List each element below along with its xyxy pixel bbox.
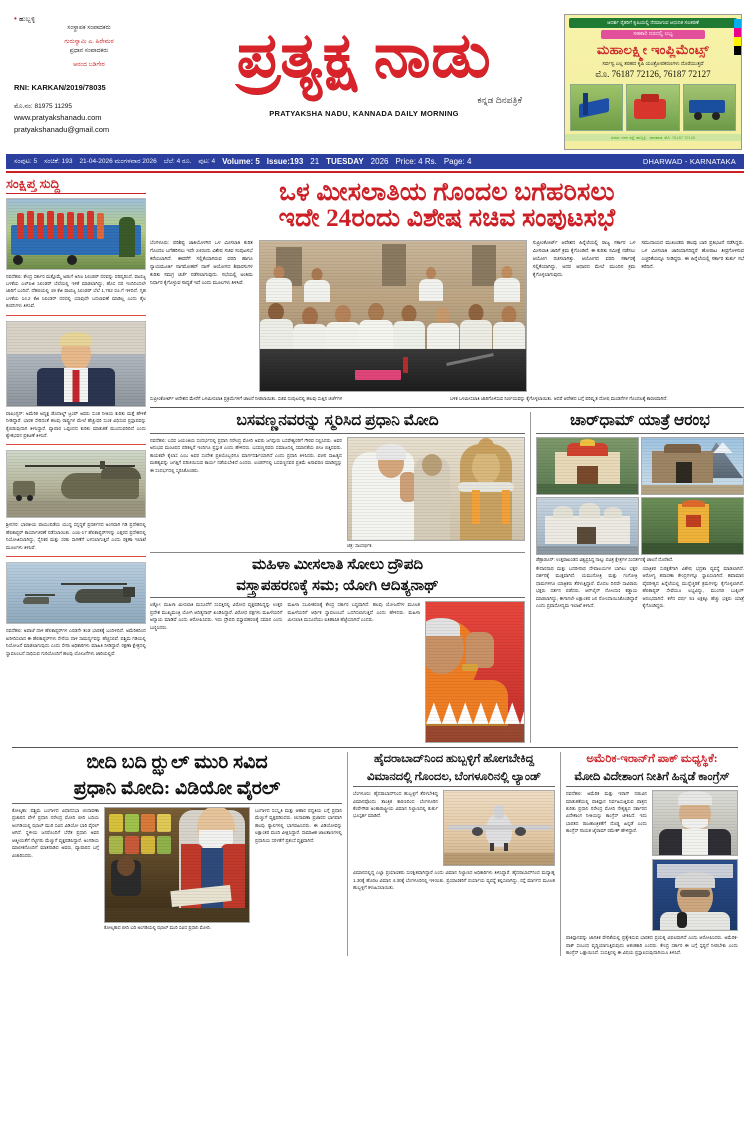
sidebar-heading: ಸಂಕ್ಷಿಪ್ತ ಸುದ್ದಿ <box>6 176 146 194</box>
kedarnath-temple-photo <box>641 437 744 495</box>
chardham-text-1: ಕೇದಾರನಾಥ ಮತ್ತು ಬದರೀನಾಥ ದೇವಾಲಯಗಳ ಬಾಗಿಲು ಭಕ್ತರ ದರ್ಶನಕ್ಕೆ ಮುಕ್ತವಾಗಿದೆ. ಯಮುನೋತ್ರಿ ಮತ್ತು ಗಂಗೋತ್ರಿ ಧಾಮಗಳಿಗೂ ಯಾತ್ರಿಕರು ತೆರಳುತ್ತಿದ್ದಾರೆ. ಮೊದಲ ದಿನವೇ ಸಾವಿರಾರು ಭಕ್ತರು ದರ್ಶನ ಪಡೆದರು. ಆನ್‌ಲೈನ್ ನೋಂದಣಿ ಕಡ್ಡಾಯ ಮಾಡಲಾಗಿದ್ದು, ಈಗಾಗಲೇ ಲಕ್ಷಾಂತರ ಜನ ನೋಂದಾಯಿಸಿಕೊಂಡಿದ್ದಾರೆ ಎಂದು ಪ್ರವಾಸೋದ್ಯಮ ಇಲಾಖೆ ತಿಳಿಸಿದೆ. <box>536 565 638 608</box>
lead-col-1: ಬೆಂಗಳೂರು: ಪರಿಶಿಷ್ಟ ಜಾತಿಯೊಳಗಿನ ಒಳ ಮೀಸಲಾತಿ ಕುರಿತ ಗೊಂದಲ ಬಗೆಹರಿಸಲು ಇದೇ 24ರಂದು ವಿಶೇಷ ಸಚಿವ ಸಂಪುಟಸಭೆ ಕರೆಯಲಾಗಿದೆ. ಈವರೆಗೆ ಸಲ್ಲಿಕೆಯಾಗಿರುವ ವರದಿ ಹಾಗೂ ನ್ಯಾಯಮೂರ್ತಿ ನಾಗಮೋಹನ್ ದಾಸ್ ಆಯೋಗದ ಶಿಫಾರಸುಗಳ ಕುರಿತು ಸಮಗ್ರ ಚರ್ಚೆ ನಡೆಸಲಾಗುವುದು. ಸಭೆಯಲ್ಲಿ ಅಂತಿಮ ನಿರ್ಧಾರ ಕೈಗೊಳ್ಳುವ ಸಾಧ್ಯತೆ ಇದೆ ಎಂದು ಮೂಲಗಳು ತಿಳಿಸಿವೆ. <box>150 240 253 286</box>
yogi-text-2: ಮಹಿಳಾ ಸಬಲೀಕರಣಕ್ಕೆ ಕೇಂದ್ರ ಸರ್ಕಾರ ಬದ್ಧವಾಗಿದೆ. ಹಲವು ಯೋಜನೆಗಳ ಮೂಲಕ ಮಹಿಳೆಯರಿಗೆ ಆರ್ಥಿಕ ಸ್ವಾವಲಂಬನೆ ಒದಗಿಸಲಾಗುತ್ತಿದೆ ಎಂದು ಹೇಳಿದರು. ಮಹಿಳಾ ಮೀಸಲಾತಿ ಮಸೂದೆಯು ಐತಿಹಾಸಿಕ ಹೆಜ್ಜೆಯಾಗಿದೆ ಎಂದರು. <box>287 602 420 623</box>
lead-photo-wrap <box>259 240 527 392</box>
basavanna-headline: ಬಸವಣ್ಣನವರನ್ನು ಸ್ಮರಿಸಿದ ಪ್ರಧಾನಿ ಮೋದಿ <box>150 412 525 434</box>
airplane-photo <box>443 790 555 866</box>
chardham-photo-grid <box>536 437 744 555</box>
price-kannada: ಬೆಲೆ: 4 ರೂ. <box>163 157 192 165</box>
content-area <box>6 173 744 744</box>
sidebar-item-apache-helicopter <box>6 562 146 657</box>
ad-business-name: ಮಹಾಲಕ್ಷ್ಮೀ ಇಂಪ್ಲಿಮೆಂಟ್ಸ್ <box>596 42 710 57</box>
volume-english: Volume: 5 <box>222 157 260 166</box>
story-basavanna <box>150 412 525 548</box>
chardham-headline: ಚಾರ್‌ಧಾಮ್ ಯಾತ್ರೆ ಆರಂಭ <box>536 412 744 434</box>
trump-text: ವಾಷಿಂಗ್ಟನ್: ಅಮೆರಿಕ ಅಧ್ಯಕ್ಷ ಡೊನಾಲ್ಡ್ ಟ್ರಂಪ್ ಅವರು ಸುಂಕ ನೀತಿಯ ಕುರಿತು ಮತ್ತೆ ಹೇಳಿಕೆ ನೀಡಿದ್ದಾರೆ. ಭಾರತ ಸೇರಿದಂತೆ ಹಲವು ರಾಷ್ಟ್ರಗಳ ಮೇಲೆ ಹೆಚ್ಚುವರಿ ಸುಂಕ ವಿಧಿಸುವ ಪ್ರಸ್ತಾಪವನ್ನು ಕೈಬಿಡುವುದಾಗಿ ತಿಳಿಸಿದ್ದಾರೆ. ವ್ಯಾಪಾರ ಒಪ್ಪಂದದ ಕುರಿತು ಮಾತುಕತೆ ಮುಂದುವರಿದಿದೆ ಎಂದು ಶ್ವೇತಭವನ ಪ್ರಕಟಣೆ ತಿಳಿಸಿದೆ. <box>6 410 146 438</box>
flight-text-2: ವಿಮಾನದಲ್ಲಿದ್ದ ಎಲ್ಲಾ ಪ್ರಯಾಣಿಕರು ಸುರಕ್ಷಿತವಾಗಿದ್ದಾರೆ ಎಂದು ವಿಮಾನ ನಿಲ್ದಾಣದ ಅಧಿಕಾರಿಗಳು ತಿಳಿಸಿದ್ದಾರೆ. ಹೈದರಾಬಾದ್‌ನಿಂದ ಮಧ್ಯಾಹ್ನ 1.30ಕ್ಕೆ ಹೊರಟ ವಿಮಾನ 4.30ಕ್ಕೆ ಬೆಂಗಳೂರಿನಲ್ಲಿ ಇಳಿಯಿತು. ಪ್ರಯಾಣಿಕರಿಗೆ ಪರ್ಯಾಯ ವ್ಯವಸ್ಥೆ ಕಲ್ಪಿಸಲಾಗಿದ್ದು, ರಸ್ತೆ ಮಾರ್ಗದ ಮೂಲಕ ಹುಬ್ಬಳ್ಳಿಗೆ ಕಳುಹಿಸಲಾಯಿತು. <box>353 870 555 890</box>
mid-band <box>150 412 744 744</box>
tagline-kannada: ಕನ್ನಡ ದಿನಪತ್ರಿಕೆ <box>477 95 522 106</box>
ad-description: ಸರ್ವಸ್ವ ಎಲ್ಲ ತರಹದ ಕೃಷಿ ಯಂತ್ರೋಪಕರಣಗಳು ದೊರೆಯುತ್ತವೆ <box>602 61 704 67</box>
military-helicopter-text: ಶ್ರೀನಗರ: ಭಾರತೀಯ ವಾಯುಪಡೆಯ ಯುದ್ಧ ಸನ್ನದ್ಧತೆ ಪ್ರದರ್ಶನದ ಅಂಗವಾಗಿ ಗಡಿ ಪ್ರದೇಶದಲ್ಲಿ ಹೆಲಿಕಾಪ್ಟರ್ ಕಾರ್ಯಾಚರಣೆ ನಡೆಸಲಾಯಿತು. ಎಂಐ-17 ಹೆಲಿಕಾಪ್ಟರ್‌ಗಳನ್ನು ಎತ್ತರದ ಪ್ರದೇಶದಲ್ಲಿ ನಿಯೋಜಿಸಲಾಗಿದ್ದು, ಸೈನಿಕರ ಮತ್ತು ಸರಕು ಸಾಗಣೆಗೆ ಬಳಸಲಾಗುತ್ತಿದೆ ಎಂದು ರಕ್ಷಣಾ ಇಲಾಖೆ ಮೂಲಗಳು ತಿಳಿಸಿವೆ. <box>6 522 146 550</box>
politician-portrait-1 <box>652 790 738 856</box>
mid-left-column <box>150 412 525 744</box>
sidebar-item-trump <box>6 321 146 440</box>
story-yogi <box>150 556 525 744</box>
modi-street-text-2: ಬಂಗಾಳದ ಸಂಸ್ಕೃತಿ ಮತ್ತು ಆಹಾರ ಪದ್ಧತಿಯ ಬಗ್ಗೆ ಪ್ರಧಾನಿ ಮೆಚ್ಚುಗೆ ವ್ಯಕ್ತಪಡಿಸಿದರು. ಚುನಾವಣಾ ಪ್ರಚಾರದ ಭಾಗವಾಗಿ ಹಲವು ರ್‍ಯಾಲಿಗಳಲ್ಲಿ ಭಾಗವಹಿಸಿದರು. ಈ ವಿಡಿಯೋವನ್ನು ಲಕ್ಷಾಂತರ ಮಂದಿ ವೀಕ್ಷಿಸಿದ್ದಾರೆ. ಸಾಮಾಜಿಕ ಜಾಲತಾಣಗಳಲ್ಲಿ ಪ್ರಧಾನಿಯ ಸರಳತೆಗೆ ಪ್ರಶಂಸೆ ವ್ಯಕ್ತವಾಗಿದೆ. <box>255 807 342 843</box>
modi-street-body <box>12 807 342 930</box>
issue-kannada: ಸಂಚಿಕೆ: 193 <box>44 157 73 165</box>
lead-caption-part1: ಸುಪ್ರೀಂಕೋರ್ಟ್ ಆದೇಶದ ಮೇರೆಗೆ ಒಳಮೀಸಲಾತಿ ಪ್ರಕ್ರಿಯೆಗಳಿಗೆ ಚಾಲನೆ ನೀಡಲಾಯಿತು. ಸಚಿವ ಸಂಪುಟದಲ್ಲಿ ಹಲವು ಸುತ್ತಿನ ಚರ್ಚೆಗಳ <box>150 395 343 401</box>
flight-headline-line1: ಹೈದರಾಬಾದ್‌ನಿಂದ ಹುಬ್ಬಳ್ಳಿಗೆ ಹೋಗಬೇಕಿದ್ದ <box>373 753 535 766</box>
story-chardham <box>530 412 744 744</box>
congress-photos-wrap <box>652 790 738 931</box>
section-divider-3 <box>12 747 738 748</box>
rni-number: RNI: KARKAN/2019/78035 <box>14 83 106 92</box>
congress-body <box>566 790 738 931</box>
congress-text-2: ಪಾಕಿಸ್ತಾನವನ್ನು ಜಾಗತಿಕ ವೇದಿಕೆಯಲ್ಲಿ ಪ್ರತ್ಯೇಕಿಸುವ ಭಾರತದ ಪ್ರಯತ್ನ ವಿಫಲವಾಗಿದೆ ಎಂದು ಆರೋಪಿಸಿದರು. ಅಮೆರಿಕ-ಪಾಕ್ ಸಂಬಂಧ ವೃದ್ಧಿಯಾಗುತ್ತಿರುವುದು ಆತಂಕಕಾರಿ ಎಂದರು. ಕೇಂದ್ರ ಸರ್ಕಾರ ಈ ಬಗ್ಗೆ ಸ್ಪಷ್ಟನೆ ನೀಡಬೇಕು ಎಂದು ಕಾಂಗ್ರೆಸ್ ಒತ್ತಾಯಿಸಿದೆ. ಸಂಸತ್ತಿನಲ್ಲಿ ಈ ವಿಷಯ ಪ್ರಸ್ತಾಪಿಸುವುದಾಗಿಯೂ ತಿಳಿಸಿದೆ. <box>566 935 738 955</box>
yogi-headline-line2: ವಸ್ತ್ರಾಪಹರಣಕ್ಕೆ ಸಮ; ಯೋಗಿ ಆದಿತ್ಯನಾಥ್ <box>150 577 525 598</box>
main-column <box>150 176 744 744</box>
pages-kannada: ಪುಟ: 4 <box>198 157 216 165</box>
politician-portrait-2 <box>652 859 738 931</box>
story-flight <box>347 752 555 956</box>
ad-image-rotavator <box>626 84 679 131</box>
ad-product-images <box>565 80 741 131</box>
masthead-title-block <box>164 8 564 118</box>
contact-block <box>14 102 164 135</box>
basavanna-photo-caption: ಚಿತ್ರ: ಸಾಂದರ್ಭಿಕ. <box>347 542 373 548</box>
day-number: 21 <box>310 157 320 166</box>
section-divider-2 <box>150 552 525 553</box>
badrinath-temple-photo <box>536 437 639 495</box>
congress-headline-line1: ಅಮೆರಿಕ-ಇರಾನ್‌ಗೆ ಪಾಕ್ ಮಧ್ಯಸ್ಥಿಕೆ: <box>586 753 718 766</box>
edition-place: DHARWAD - KARNATAKA <box>642 157 736 166</box>
color-registration-bar <box>734 19 741 55</box>
masthead-advertisement[interactable] <box>564 14 742 150</box>
edition-tag-label: ಹುಬ್ಬಳ್ಳಿ <box>19 16 36 23</box>
gas-cylinder-photo <box>6 198 146 270</box>
yamunotri-temple-photo <box>641 497 744 555</box>
flight-photo-wrap <box>443 790 555 866</box>
date-kannada: 21-04-2026 ಮಂಗಳವಾರ 2026 <box>79 157 157 165</box>
contact-website[interactable]: www.pratyakshanadu.com <box>14 113 102 123</box>
apache-helicopter-photo <box>6 562 146 624</box>
founder-editor-name: ಗುರುಸ್ವಾಮಿ ಎ. ಹಿರೇಮಠ <box>64 39 114 45</box>
sidebar-item-gas-cylinder <box>6 198 146 310</box>
yogi-photo-wrap <box>425 601 525 743</box>
ad-image-plough <box>570 84 623 131</box>
masthead <box>6 0 744 152</box>
congress-headline-line2: ಮೋದಿ ವಿದೇಶಾಂಗ ನೀತಿಗೆ ಹಿನ್ನಡೆ ಕಾಂಗ್ರೆಸ್ <box>566 770 738 787</box>
masthead-left-info <box>6 8 164 135</box>
congress-text-1: ನವದೆಹಲಿ: ಅಮೆರಿಕ ಮತ್ತು ಇರಾನ್ ನಡುವಿನ ಮಾತುಕತೆಯಲ್ಲಿ ಪಾಕಿಸ್ತಾನ ನಿರ್ವಹಿಸುತ್ತಿರುವ ಪಾತ್ರದ ಕುರಿತು ಪ್ರಧಾನಿ ನರೇಂದ್ರ ಮೋದಿ ನೇತೃತ್ವದ ಸರ್ಕಾರದ ವಿದೇಶಾಂಗ ನೀತಿಯನ್ನು ಕಾಂಗ್ರೆಸ್ ಟೀಕಿಸಿದೆ. ಇದು ಭಾರತದ ರಾಜತಾಂತ್ರಿಕತೆಗೆ ದೊಡ್ಡ ಹಿನ್ನಡೆ ಎಂದು ಕಾಂಗ್ರೆಸ್ ನಾಯಕ ಜೈರಾಮ್ ರಮೇಶ್ ಹೇಳಿದ್ದಾರೆ. <box>566 791 647 834</box>
modi-street-headline-line2: ಪ್ರಧಾನಿ ಮೋದಿ: ವಿಡಿಯೋ ವೈರಲ್ <box>12 778 342 804</box>
ad-footer-address: ವಿಳಾಸ: ಗದಗ ರಸ್ತೆ, ಹುಬ್ಬಳ್ಳಿ - ಧಾರವಾಡ, ಮೊ: 76187 72126 <box>565 134 741 141</box>
sidebar-divider-2 <box>6 444 146 445</box>
basavanna-photo-wrap <box>347 437 525 548</box>
military-helicopter-photo <box>6 450 146 518</box>
flight-headline-line2: ವಿಮಾನದಲ್ಲಿ ಗೊಂದಲ, ಬೆಂಗಳೂರಿನಲ್ಲಿ ಲ್ಯಾಂಡ್ <box>353 770 555 787</box>
lead-headline-line1: ಒಳ ಮೀಸಲಾತಿಯ ಗೊಂದಲ ಬಗೆಹರಿಸಲು <box>279 178 615 206</box>
cabinet-meeting-photo <box>259 240 527 392</box>
modi-street-text-1: ಕೋಲ್ಕತಾ: ಪಶ್ಚಿಮ ಬಂಗಾಳದ ವಿಧಾನಸಭಾ ಚುನಾವಣಾ ಪ್ರಚಾರದ ವೇಳೆ ಪ್ರಧಾನಿ ನರೇಂದ್ರ ಮೋದಿ ಬೀದಿ ಬದಿಯ ಅಂಗಡಿಯಲ್ಲಿ ಝಾಲ್ ಮುರಿ ಸವಿದ ವಿಡಿಯೋ ಭಾರಿ ವೈರಲ್ ಆಗಿದೆ. ಸ್ಥಳೀಯ ಜನರೊಂದಿಗೆ ಬೆರೆತ ಪ್ರಧಾನಿ ಅವರ ಆತ್ಮೀಯತೆಗೆ ನೆಟ್ಟಿಗರು ಮೆಚ್ಚುಗೆ ವ್ಯಕ್ತಪಡಿಸಿದ್ದಾರೆ. ಅಂಗಡಿಯ ಮಾಲೀಕನೊಂದಿಗೆ ಮಾತನಾಡಿದ ಅವರು, ವ್ಯಾಪಾರದ ಬಗ್ಗೆ ವಿಚಾರಿಸಿದರು. <box>12 807 99 858</box>
lead-body <box>150 240 744 392</box>
yogi-headline-line1: ಮಹಿಳಾ ಮೀಸಲಾತಿ ಸೋಲು ದ್ರೌಪದಿ <box>251 556 424 573</box>
apache-helicopter-text: ನವದೆಹಲಿ: ಅಪಾಚೆ ದಾಳಿ ಹೆಲಿಕಾಪ್ಟರ್‌ಗಳ ಎರಡನೇ ತಂಡ ಭಾರತಕ್ಕೆ ಬಂದಿಳಿದಿದೆ. ಅಮೆರಿಕದಿಂದ ಖರೀದಿಸಲಾದ ಈ ಹೆಲಿಕಾಪ್ಟರ್‌ಗಳು ಸೇನೆಯ ದಾಳಿ ಸಾಮರ್ಥ್ಯವನ್ನು ಹೆಚ್ಚಿಸಲಿವೆ. ಪಶ್ಚಿಮ ಗಡಿಯಲ್ಲಿ ನಿಯೋಜನೆ ಮಾಡಲಾಗುವುದು ಎಂದು ಸೇನಾ ಅಧಿಕಾರಿಗಳು ಮಾಹಿತಿ ನೀಡಿದ್ದಾರೆ. ರಕ್ಷಣಾ ಕ್ಷೇತ್ರದಲ್ಲಿ ಸ್ವಾವಲಂಬನೆ ಸಾಧಿಸುವ ಗುರಿಯೊಂದಿಗೆ ಹಲವು ಯೋಜನೆಗಳು ಜಾರಿಯಲ್ಲಿವೆ. <box>6 628 146 656</box>
chardham-text-2: ಯಾತ್ರಿಕರ ಸುರಕ್ಷತೆಗಾಗಿ ವಿಶೇಷ ಭದ್ರತಾ ವ್ಯವಸ್ಥೆ ಮಾಡಲಾಗಿದೆ. ಆರೋಗ್ಯ ತಪಾಸಣಾ ಕೇಂದ್ರಗಳನ್ನೂ ಸ್ಥಾಪಿಸಲಾಗಿದೆ. ಹವಾಮಾನ ವೈಪರೀತ್ಯದ ಹಿನ್ನೆಲೆಯಲ್ಲಿ ಮುನ್ನೆಚ್ಚರಿಕೆ ಕ್ರಮಗಳನ್ನು ಕೈಗೊಳ್ಳಲಾಗಿದೆ. ಹೆಲಿಕಾಪ್ಟರ್ ಸೇವೆಯೂ ಲಭ್ಯವಿದ್ದು, ಮುಂಗಡ ಬುಕ್ಕಿಂಗ್ ಆರಂಭವಾಗಿದೆ. ಕಳೆದ ವರ್ಷ 51 ಲಕ್ಷಕ್ಕೂ ಹೆಚ್ಚು ಭಕ್ತರು ಯಾತ್ರೆ ಕೈಗೊಂಡಿದ್ದರು. <box>642 565 744 608</box>
flight-body <box>353 790 555 866</box>
flight-text-1: ಬೆಂಗಳೂರು: ಹೈದರಾಬಾದ್‌ನಿಂದ ಹುಬ್ಬಳ್ಳಿಗೆ ತೆರಳಬೇಕಿದ್ದ ವಿಮಾನವೊಂದು ತಾಂತ್ರಿಕ ಕಾರಣದಿಂದ ಬೆಂಗಳೂರಿನ ಕೆಂಪೇಗೌಡ ಅಂತಾರಾಷ್ಟ್ರೀಯ ವಿಮಾನ ನಿಲ್ದಾಣದಲ್ಲಿ ತುರ್ತು ಭೂಸ್ಪರ್ಶ ಮಾಡಿದೆ. <box>353 791 438 819</box>
chardham-caption: ಡೆಹ್ರಾಡೂನ್: ಉತ್ತರಾಖಂಡದ ವಿಶ್ವಪ್ರಸಿದ್ಧ ನಾಲ್ಕು ಪವಿತ್ರ ಕ್ಷೇತ್ರಗಳ ಸಂದರ್ಶನಕ್ಕೆ ಚಾಲನೆ ದೊರೆತಿದೆ. <box>536 556 674 562</box>
lead-headline-line2: ಇದೇ 24ರಂದು ವಿಶೇಷ ಸಚಿವ ಸಂಪುಟಸಭೆ <box>278 204 616 232</box>
section-divider-1 <box>150 407 744 408</box>
modi-street-caption: ಕೋಲ್ಕತಾದ ಬೀದಿ ಬದಿ ಅಂಗಡಿಯಲ್ಲಿ ಝಾಲ್ ಮುರಿ ಸವಿದ ಪ್ರಧಾನಿ ಮೋದಿ. <box>104 924 212 930</box>
story-modi-street <box>12 752 342 956</box>
price-english: Price: 4 Rs. <box>395 157 437 166</box>
issue-info-bar <box>6 154 744 169</box>
ad-banner-top: ಆದರ್ಶ ರೈತರಿಗೆ ಕೃಷಿಯಲ್ಲಿ ನೆರವಾಗುವ ಆಧುನಿಕ ಸಲಕರಣೆ <box>569 18 737 28</box>
modi-street-headline-line1: ಬೀದಿ ಬದಿ ರ್‍ಝುಲ್ ಮುರಿ ಸವಿದ <box>86 752 268 774</box>
sidebar-divider <box>6 315 146 316</box>
founder-editor-label: ಸಂಸ್ಥಾಪಕ ಸಂಪಾದಕರು <box>67 25 111 31</box>
basavanna-text: ನವದೆಹಲಿ: ಬಸವ ಜಯಂತಿಯ ಸಂದರ್ಭದಲ್ಲಿ ಪ್ರಧಾನಿ ನರೇಂದ್ರ ಮೋದಿ ಅವರು ಜಗದ್ಗುರು ಬಸವೇಶ್ವರರಿಗೆ ಗೌರವ ಸಲ್ಲಿಸಿದರು. ಅವರ ಅನುಭವ ಮಂಟಪದ ಪರಿಕಲ್ಪನೆ ಇಂದಿಗೂ ಪ್ರಸ್ತುತ ಎಂದು ಹೇಳಿದರು. ಬಸವಣ್ಣನವರು ಸಮಾಜದಲ್ಲಿ ಸಮಾನತೆಯ ಬೀಜ ಬಿತ್ತಿದವರು. ಕಾಯಕವೇ ಕೈಲಾಸ ಎಂಬ ಅವರ ಸಂದೇಶ ಪ್ರತಿಯೊಬ್ಬರಿಗೂ ಮಾರ್ಗದರ್ಶಿಯಾಗಿದೆ ಎಂದು ಪ್ರಧಾನಿ ತಿಳಿಸಿದರು. ವಚನ ಸಾಹಿತ್ಯದ ಮಹತ್ವವನ್ನು ಜಗತ್ತಿಗೆ ಪರಿಚಯಿಸುವ ಕಾರ್ಯ ನಡೆಯಬೇಕಿದೆ ಎಂದರು. ಲಂಡನ್‌ನಲ್ಲಿ ಬಸವಣ್ಣನವರ ಪ್ರತಿಮೆ ಅನಾವರಣ ಮಾಡಿದ್ದನ್ನು ಈ ಸಂದರ್ಭದಲ್ಲಿ ಸ್ಮರಿಸಿಕೊಂಡರು. <box>150 437 342 473</box>
day-name: TUESDAY <box>326 157 364 166</box>
chardham-body <box>536 565 744 610</box>
contact-phone: ಮೊ.ನಂ: 81975 11295 <box>14 103 72 110</box>
ad-phone-numbers: ಮೊ. 76187 72126, 76187 72127 <box>595 69 711 79</box>
modi-basavanna-photo <box>347 437 525 541</box>
brief-news-sidebar <box>6 176 146 744</box>
contact-email[interactable]: pratyakshanadu@gmail.com <box>14 124 110 134</box>
gas-cylinder-text: ನವದೆಹಲಿ: ಕೇಂದ್ರ ಸರ್ಕಾರ ಮತ್ತೊಮ್ಮೆ ಅಡುಗೆ ಅನಿಲ ಸಿಲಿಂಡರ್ ದರವನ್ನು ಪರಿಷ್ಕರಿಸಿದೆ. ವಾಣಿಜ್ಯ ಬಳಕೆಯ ಎಲ್‌ಪಿಜಿ ಸಿಲಿಂಡರ್ ಬೆಲೆಯಲ್ಲಿ ಇಳಿಕೆ ಮಾಡಲಾಗಿದ್ದು, ಹೊಸ ದರ ಇಂದಿನಿಂದಲೇ ಜಾರಿಗೆ ಬಂದಿದೆ. ದೆಹಲಿಯಲ್ಲಿ 19 ಕೆಜಿ ವಾಣಿಜ್ಯ ಸಿಲಿಂಡರ್ ಬೆಲೆ 1,762 ರೂ.ಗೆ ಇಳಿದಿದೆ. ಗೃಹ ಬಳಕೆಯ 14.2 ಕೆಜಿ ಸಿಲಿಂಡರ್ ದರದಲ್ಲಿ ಯಾವುದೇ ಬದಲಾವಣೆ ಮಾಡಿಲ್ಲ ಎಂದು ತೈಲ ಕಂಪನಿಗಳು ತಿಳಿಸಿವೆ. <box>6 273 146 309</box>
issue-english: Issue:193 <box>266 157 304 166</box>
yogi-adityanath-photo <box>425 601 525 743</box>
yogi-body <box>150 601 525 743</box>
ad-banner-pink: ಸಹಕಾರಿ ದರದಲ್ಲಿ ಲಭ್ಯ <box>601 30 705 39</box>
bottom-band <box>6 752 744 956</box>
trump-photo <box>6 321 146 407</box>
lead-caption-part2: ಬಳಿಕ ಒಳಮೀಸಲಾತಿ ಜಾರಿಗೊಳಿಸುವ ನಿರ್ಣಯವನ್ನು ಕೈಗೊಳ್ಳಲಾಯಿತು. ಆದರೆ ಆದೇಶದ ಬಗ್ಗೆ ಪರಿಷ್ಕೃತ ದೋಷ ಮಂಡನೆಗಳ ಗೊಂದಲಕ್ಕೆ ಕಾರಣವಾಗಿದೆ. <box>450 395 668 401</box>
modi-street-photo-wrap <box>104 807 250 930</box>
lead-story <box>150 176 744 402</box>
sidebar-item-military-helicopter <box>6 450 146 551</box>
basavanna-body <box>150 437 525 548</box>
chief-editor-name: ಆನಂದ ಬಡಿಗೇರ <box>73 62 105 68</box>
page-count-english: Page: 4 <box>443 157 472 166</box>
page-title: ಪ್ರತ್ಯಕ್ಷ ನಾಡು <box>236 22 492 90</box>
story-congress <box>560 752 738 956</box>
lead-col-2: ಸುಪ್ರೀಂಕೋರ್ಟ್ ಆದೇಶದ ಹಿನ್ನೆಲೆಯಲ್ಲಿ ರಾಜ್ಯ ಸರ್ಕಾರ ಒಳ ಮೀಸಲಾತಿ ಜಾರಿಗೆ ಕ್ರಮ ಕೈಗೊಂಡಿದೆ. ಈ ಕುರಿತು ಸಮೀಕ್ಷೆ ನಡೆಸಲು ಆಯೋಗ ರಚಿಸಲಾಗಿತ್ತು. ಆಯೋಗದ ವರದಿ ಸರ್ಕಾರಕ್ಕೆ ಸಲ್ಲಿಕೆಯಾಗಿದ್ದು, ಅದರ ಆಧಾರದ ಮೇಲೆ ಮುಂದಿನ ಕ್ರಮ ಕೈಗೊಳ್ಳಲಾಗುವುದು. <box>532 240 636 278</box>
sidebar-divider-3 <box>6 556 146 557</box>
volume-kannada: ಸಂಪುಟ: 5 <box>14 157 38 165</box>
tagline-english: PRATYAKSHA NADU, KANNADA DAILY MORNING <box>269 109 459 119</box>
year: 2026 <box>370 157 389 166</box>
yogi-text-1: ಲಕ್ನೋ: ಮಹಿಳಾ ಮೀಸಲಾತಿ ಮಸೂದೆಗೆ ಸಂಸತ್ತಿನಲ್ಲಿ ವಿರೋಧ ವ್ಯಕ್ತಪಡಿಸಿದ್ದನ್ನು ಉತ್ತರ ಪ್ರದೇಶ ಮುಖ್ಯಮಂತ್ರಿ ಯೋಗಿ ಆದಿತ್ಯನಾಥ್ ಖಂಡಿಸಿದ್ದಾರೆ. ವಿರೋಧ ಪಕ್ಷಗಳು ಮಹಿಳೆಯರಿಗೆ ಅನ್ಯಾಯ ಮಾಡಿವೆ ಎಂದು ಆರೋಪಿಸಿದರು. ಇದು ದ್ರೌಪದಿ ವಸ್ತ್ರಾಪಹರಣಕ್ಕೆ ಸಮಾನ ಎಂದು ಬಣ್ಣಿಸಿದರು. <box>150 602 283 630</box>
ad-image-trailer <box>683 84 736 131</box>
lead-col-3: ಸಮುದಾಯದ ಮುಖಂಡರು ಹಲವು ಬಾರಿ ಪ್ರತಿಭಟನೆ ನಡೆಸಿದ್ದರು. ಒಳ ಮೀಸಲಾತಿ ಜಾರಿಯಾಗದಿದ್ದರೆ ಹೋರಾಟ ತೀವ್ರಗೊಳಿಸುವ ಎಚ್ಚರಿಕೆಯನ್ನೂ ನೀಡಿದ್ದರು. ಈ ಹಿನ್ನೆಲೆಯಲ್ಲಿ ಸರ್ಕಾರ ತುರ್ತು ಸಭೆ ಕರೆದಿದೆ. <box>641 240 745 270</box>
bullet-icon: • <box>14 14 18 23</box>
chief-editor-label: ಪ್ರಧಾನ ಸಂಪಾದಕರು <box>69 48 109 54</box>
edition-tag <box>14 14 164 24</box>
gangotri-temple-photo <box>536 497 639 555</box>
modi-street-food-photo <box>104 807 250 923</box>
lead-caption <box>150 395 744 402</box>
